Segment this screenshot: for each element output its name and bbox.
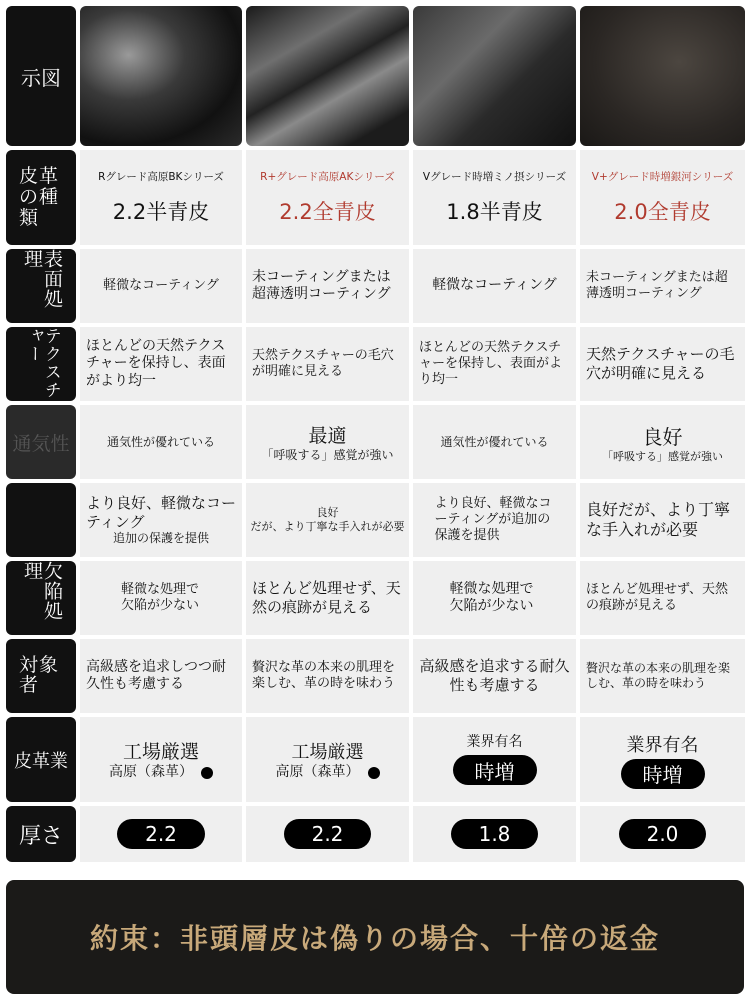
series-label-2: R+グレード高原AKシリーズ bbox=[260, 171, 395, 183]
breath-cell-2 bbox=[246, 405, 409, 479]
type-value-1: 2.2半青皮 bbox=[112, 200, 210, 224]
label-texture bbox=[6, 327, 76, 401]
tannery-cell-4 bbox=[580, 717, 745, 802]
thickness-cell-2 bbox=[246, 806, 409, 862]
series-label-4: V+グレード時増銀河シリーズ bbox=[591, 171, 734, 183]
texture-value-2: 天然テクスチャーの毛穴が明確に見える bbox=[252, 347, 394, 379]
tannery-cell-1 bbox=[80, 717, 242, 802]
breath-cell-1 bbox=[80, 405, 242, 479]
tannery-sub-2: 高原（森革） bbox=[275, 763, 360, 780]
surface-cell-1 bbox=[80, 249, 242, 323]
label-breath-text: 通気性 bbox=[12, 432, 70, 455]
label-thickness-text: 厚さ bbox=[18, 823, 63, 849]
series-label-1: Rグレード高原BKシリーズ bbox=[98, 171, 224, 183]
tannery-cell-2 bbox=[246, 717, 409, 802]
texture-value-3: ほとんどの天然テクスチャーを保持し、表面がより均一 bbox=[419, 339, 563, 388]
protection-main-1: より良好、軽微なコーティング bbox=[86, 493, 237, 531]
surface-value-4: 未コーティングまたは超薄透明コーティング bbox=[586, 269, 728, 301]
surface-value-2: 未コーティングまたは超薄透明コーティング bbox=[252, 268, 391, 302]
thickness-cell-3 bbox=[413, 806, 576, 862]
target-cell-2 bbox=[246, 639, 409, 713]
texture-cell-2 bbox=[246, 327, 409, 401]
target-value-4: 贅沢な革の本来の肌理を楽しむ、革の時を味わう bbox=[586, 661, 731, 690]
swatch-photo-2 bbox=[246, 6, 409, 146]
tannery-main-3: 業界有名 bbox=[466, 733, 523, 750]
target-cell-3 bbox=[413, 639, 576, 713]
protection-main-2: 良好 bbox=[316, 506, 339, 520]
swatch-photo-1 bbox=[80, 6, 242, 146]
series-label-3: Vグレード時増ミノ摂シリーズ bbox=[422, 171, 567, 183]
protection-sub-1: 追加の保護を提供 bbox=[112, 531, 209, 546]
label-tannery-text: 皮革業 bbox=[14, 750, 68, 772]
protection-sub-2: だが、より丁寧な手入れが必要 bbox=[250, 520, 405, 533]
protection-cell-1 bbox=[80, 483, 242, 557]
type-cell-2 bbox=[246, 150, 409, 245]
defect-cell-3 bbox=[413, 561, 576, 635]
texture-cell-3 bbox=[413, 327, 576, 401]
label-leather-type bbox=[6, 150, 76, 245]
thickness-pill-4: 2.0 bbox=[619, 819, 707, 849]
breath-sub-1: 通気性が優れている bbox=[106, 434, 215, 449]
tannery-badge-4: 時増 bbox=[621, 759, 705, 789]
type-cell-4 bbox=[580, 150, 745, 245]
breath-cell-4 bbox=[580, 405, 745, 479]
type-value-4: 2.0全青皮 bbox=[614, 200, 711, 224]
tannery-badge-3: 時増 bbox=[453, 755, 537, 785]
label-surface-text: 表面処理 bbox=[21, 249, 63, 309]
breath-cell-3 bbox=[413, 405, 576, 479]
tannery-cell-3 bbox=[413, 717, 576, 802]
breath-main-2: 最適 bbox=[308, 425, 347, 447]
protection-main-4: 良好だが、より丁寧な手入れが必要 bbox=[586, 500, 731, 539]
label-target-text: 対象者 bbox=[19, 654, 60, 696]
thickness-pill-1: 2.2 bbox=[117, 819, 205, 849]
protection-cell-3 bbox=[413, 483, 576, 557]
tannery-sub-1: 高原（森革） bbox=[109, 764, 193, 781]
defect-value-2: ほとんど処理せず、天然の痕跡が見える bbox=[252, 579, 401, 616]
protection-main-3: より良好、軽微なコーティングが追加の保護を提供 bbox=[434, 495, 552, 544]
defect-value-1: 軽微な処理で欠陥が少ない bbox=[121, 581, 200, 613]
protection-cell-2 bbox=[246, 483, 409, 557]
label-tannery bbox=[6, 717, 76, 802]
logo-dot-2 bbox=[368, 767, 380, 779]
defect-value-4: ほとんど処理せず、天然の痕跡が見える bbox=[586, 581, 728, 613]
label-leather-type-text: 皮革の種類 bbox=[19, 165, 60, 229]
target-cell-1 bbox=[80, 639, 242, 713]
swatch-photo-4 bbox=[580, 6, 745, 146]
breath-sub-2: 「呼吸する」感覚が強い bbox=[261, 448, 394, 462]
surface-cell-2 bbox=[246, 249, 409, 323]
surface-value-1: 軽微なコーティング bbox=[103, 277, 219, 293]
protection-cell-4 bbox=[580, 483, 745, 557]
tannery-main-1: 工場厳選 bbox=[122, 741, 199, 764]
type-value-3: 1.8半青皮 bbox=[446, 200, 543, 224]
breath-sub-3: 通気性が優れている bbox=[440, 434, 549, 449]
tannery-main-4: 業界有名 bbox=[626, 734, 699, 756]
texture-value-4: 天然テクスチャーの毛穴が明確に見える bbox=[586, 345, 735, 382]
label-thickness bbox=[6, 806, 76, 862]
label-breath bbox=[6, 405, 76, 479]
thickness-cell-1 bbox=[80, 806, 242, 862]
defect-cell-4 bbox=[580, 561, 745, 635]
defect-value-3: 軽微な処理で欠陥が少ない bbox=[449, 580, 534, 614]
target-cell-4 bbox=[580, 639, 745, 713]
surface-cell-4 bbox=[580, 249, 745, 323]
guarantee-banner bbox=[6, 880, 744, 994]
defect-cell-2 bbox=[246, 561, 409, 635]
thickness-pill-2: 2.2 bbox=[284, 819, 372, 849]
label-defect bbox=[6, 561, 76, 635]
breath-sub-4: 「呼吸する」感覚が強い bbox=[602, 449, 723, 463]
swatch-photo-3 bbox=[413, 6, 576, 146]
label-blank bbox=[6, 483, 76, 557]
label-image bbox=[6, 6, 76, 146]
texture-cell-1 bbox=[80, 327, 242, 401]
texture-cell-4 bbox=[580, 327, 745, 401]
type-cell-1 bbox=[80, 150, 242, 245]
target-value-2: 贅沢な革の本来の肌理を楽しむ、革の時を味わう bbox=[252, 659, 396, 691]
label-texture-text: テクスチャー bbox=[23, 327, 61, 399]
tannery-main-2: 工場厳選 bbox=[291, 741, 364, 763]
label-defect-text: 欠陥処理 bbox=[21, 561, 63, 621]
defect-cell-1 bbox=[80, 561, 242, 635]
type-value-2: 2.2全青皮 bbox=[279, 200, 376, 224]
logo-dot-1 bbox=[201, 767, 213, 779]
label-surface bbox=[6, 249, 76, 323]
target-value-3: 高級感を追求する耐久性も考慮する bbox=[419, 657, 570, 694]
type-cell-3 bbox=[413, 150, 576, 245]
label-image-text: 示図 bbox=[21, 65, 61, 90]
label-target bbox=[6, 639, 76, 713]
thickness-pill-3: 1.8 bbox=[451, 819, 539, 849]
thickness-cell-4 bbox=[580, 806, 745, 862]
texture-value-1: ほとんどの天然テクスチャーを保持し、表面がより均一 bbox=[86, 337, 226, 389]
surface-cell-3 bbox=[413, 249, 576, 323]
guarantee-text: 約束：非頭層皮は偽りの場合、十倍の返金 bbox=[89, 922, 660, 955]
target-value-1: 高級感を追求しつつ耐久性も考慮する bbox=[86, 658, 226, 692]
breath-main-4: 良好 bbox=[642, 424, 683, 449]
surface-value-3: 軽微なコーティング bbox=[432, 277, 557, 294]
